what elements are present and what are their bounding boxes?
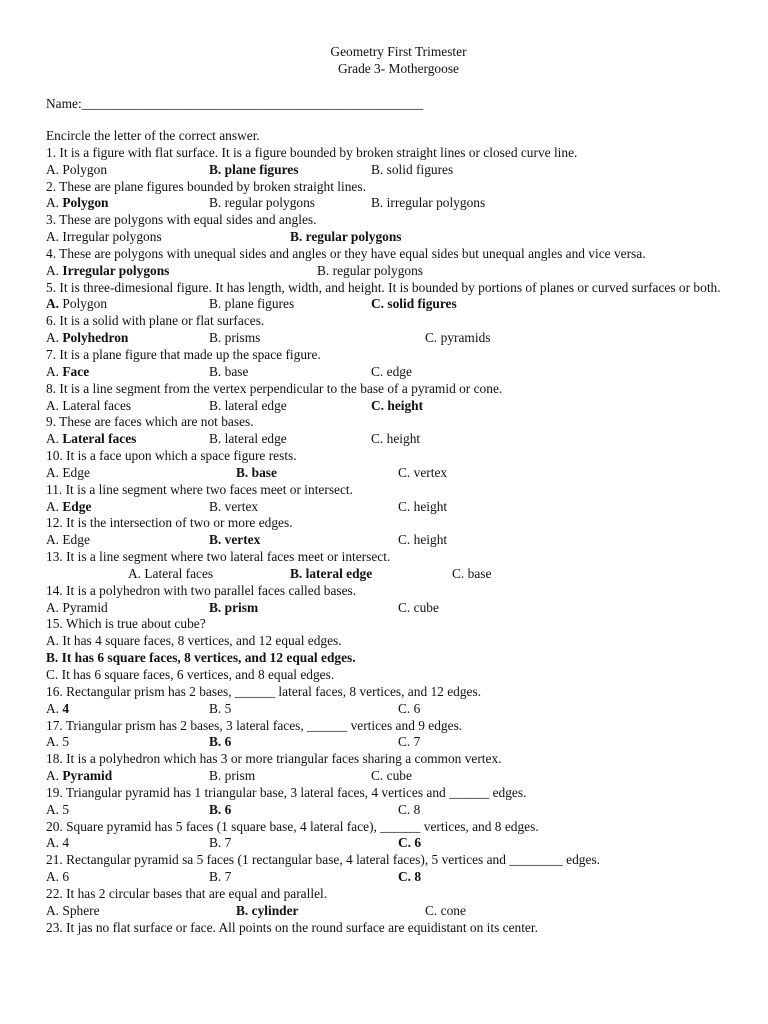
answer-option[interactable] xyxy=(371,768,412,785)
option-text: 8 xyxy=(413,801,421,817)
option-letter: B. xyxy=(209,599,225,615)
option-text: vertex xyxy=(413,464,448,480)
question-text: 5. It is three-dimesional figure. It has length, width, and height. It is bounded by portions of planes or curved surfaces or both. xyxy=(46,279,721,295)
answer-option[interactable] xyxy=(46,330,128,347)
option-letter: B. xyxy=(209,801,225,817)
answer-option[interactable] xyxy=(398,869,421,886)
option-letter: B. xyxy=(209,431,225,447)
option-text: regular polygons xyxy=(305,229,402,245)
option-text: Polyhedron xyxy=(62,330,129,346)
answer-options xyxy=(46,802,721,819)
answer-option[interactable] xyxy=(46,263,169,280)
answer-option[interactable] xyxy=(46,903,100,920)
option-letter: B. xyxy=(209,363,225,379)
option-text: 4 xyxy=(62,700,70,716)
option-letter: B. xyxy=(209,835,225,851)
question-text: 19. Triangular pyramid has 1 triangular base, 3 lateral faces, 4 vertices and ______ edges. xyxy=(46,784,527,800)
instructions: Encircle the letter of the correct answer. xyxy=(46,128,260,143)
answer-option[interactable] xyxy=(317,263,423,280)
option-text: height xyxy=(387,397,424,413)
option-text: base xyxy=(224,363,249,379)
option-letter: B. xyxy=(209,296,225,312)
question-text: 21. Rectangular pyramid sa 5 faces (1 rectangular base, 4 lateral faces), 5 vertices and ________ edges. xyxy=(46,852,600,868)
option-letter: B. xyxy=(236,464,252,480)
question-text: 14. It is a polyhedron with two parallel faces called bases. xyxy=(46,582,357,598)
option-letter: A. xyxy=(46,330,63,346)
option-letter: A. xyxy=(46,296,63,312)
option-text: solid figures xyxy=(387,296,457,312)
answer-option[interactable] xyxy=(371,162,453,179)
answer-option[interactable] xyxy=(398,465,447,482)
option-letter: C. xyxy=(398,734,414,750)
answer-option[interactable] xyxy=(290,229,402,246)
answer-option[interactable] xyxy=(46,869,69,886)
option-letter: A. xyxy=(46,195,63,211)
option-letter: C. xyxy=(425,330,441,346)
option-text: Face xyxy=(62,363,90,379)
answer-option[interactable] xyxy=(46,600,108,617)
option-text: Polygon xyxy=(62,296,108,312)
option-text: 6 xyxy=(62,869,70,885)
answer-options xyxy=(46,734,721,751)
answer-option[interactable] xyxy=(46,364,89,381)
answer-option[interactable] xyxy=(398,701,420,718)
answer-options xyxy=(46,195,721,212)
answer-option[interactable] xyxy=(209,162,298,179)
answer-option[interactable] xyxy=(236,465,277,482)
answer-option[interactable] xyxy=(46,802,69,819)
answer-option[interactable] xyxy=(236,903,299,920)
option-letter: C. xyxy=(452,565,468,581)
answer-options xyxy=(46,330,721,347)
answer-options xyxy=(46,701,721,718)
answer-option[interactable] xyxy=(209,195,315,212)
answer-option[interactable] xyxy=(209,802,231,819)
option-text: irregular polygons xyxy=(386,195,486,211)
question-text: 3. These are polygons with equal sides and angles. xyxy=(46,212,317,228)
option-letter: B. xyxy=(371,161,387,177)
option-letter: B. xyxy=(209,700,225,716)
question-text: 6. It is a solid with plane or flat surfaces. xyxy=(46,313,265,329)
option-letter: C. xyxy=(398,801,414,817)
option-text: vertex xyxy=(224,498,259,514)
option-text: Edge xyxy=(62,532,90,548)
answer-option[interactable] xyxy=(128,566,213,583)
option-letter: A. xyxy=(46,768,63,784)
answer-option[interactable] xyxy=(398,734,420,751)
option-letter: C. xyxy=(398,835,415,851)
option-text: Pyramid xyxy=(62,768,113,784)
option-letter: B. xyxy=(371,195,387,211)
option-letter: C. xyxy=(371,397,388,413)
answer-options xyxy=(46,296,721,313)
answer-options xyxy=(46,903,721,920)
worksheet-subtitle: Grade 3- Mothergoose xyxy=(338,61,459,76)
answer-option[interactable] xyxy=(398,532,447,549)
answer-options xyxy=(46,835,721,852)
option-text: Irregular polygons xyxy=(62,262,170,278)
option-text: regular polygons xyxy=(332,262,424,278)
option-text: Edge xyxy=(62,498,92,514)
question-text: 2. These are plane figures bounded by broken straight lines. xyxy=(46,178,366,194)
option-letter: A. xyxy=(46,801,63,817)
answer-option[interactable] xyxy=(46,701,69,718)
answer-option[interactable] xyxy=(398,499,447,516)
option-letter: A. xyxy=(46,498,63,514)
option-letter: C. xyxy=(398,599,414,615)
answer-option[interactable] xyxy=(46,162,107,179)
question-text: 8. It is a line segment from the vertex perpendicular to the base of a pyramid or cone. xyxy=(46,380,503,396)
question-text: 7. It is a plane figure that made up the space figure. xyxy=(46,346,321,362)
question-text: 13. It is a line segment where two lateral faces meet or intersect. xyxy=(46,549,391,565)
option-text: edge xyxy=(386,363,412,379)
option-text: lateral edge xyxy=(224,431,287,447)
option-letter: B. xyxy=(290,565,306,581)
option-text: 5 xyxy=(62,734,70,750)
option-letter: B. xyxy=(209,768,225,784)
option-letter: A. xyxy=(46,229,63,245)
option-letter: A. xyxy=(46,869,63,885)
option-letter: A. xyxy=(46,397,63,413)
answer-options xyxy=(46,364,721,381)
option-letter: B. xyxy=(209,532,225,548)
option-text: Lateral faces xyxy=(62,431,137,447)
answer-option[interactable] xyxy=(398,835,421,852)
answer-option[interactable] xyxy=(46,195,109,212)
answer-options xyxy=(46,263,721,280)
option-text: 4 xyxy=(62,835,70,851)
answer-option[interactable] xyxy=(46,768,112,785)
question-text: 4. These are polygons with unequal sides and angles or they have equal sides but unequal angles and vice versa. xyxy=(46,245,646,261)
worksheet xyxy=(46,43,721,937)
option-letter: C. xyxy=(398,700,414,716)
option-letter: B. xyxy=(290,229,306,245)
option-text: lateral edge xyxy=(224,397,287,413)
answer-options xyxy=(46,465,721,482)
answer-option[interactable]: C. It has 6 square faces, 6 vertices, and 8 equal edges. xyxy=(46,667,335,682)
answer-option[interactable] xyxy=(290,566,372,583)
option-text: Lateral faces xyxy=(62,397,132,413)
option-letter: B. xyxy=(209,195,225,211)
answer-option[interactable] xyxy=(209,600,258,617)
option-text: cube xyxy=(413,599,439,615)
option-letter: A. xyxy=(46,599,63,615)
answer-option[interactable] xyxy=(398,600,439,617)
answer-options xyxy=(46,600,721,617)
option-text: plane figures xyxy=(224,161,299,177)
option-text: regular polygons xyxy=(224,195,316,211)
answer-option[interactable] xyxy=(209,768,255,785)
option-text: base xyxy=(251,464,277,480)
answer-option[interactable] xyxy=(46,431,136,448)
answer-option[interactable] xyxy=(209,734,231,751)
option-text: 8 xyxy=(414,869,422,885)
name-field-label: Name:___________________________________________________ xyxy=(46,96,424,111)
answer-option[interactable] xyxy=(46,499,91,516)
option-letter: C. xyxy=(398,498,414,514)
option-text: 6 xyxy=(414,835,422,851)
answer-option[interactable] xyxy=(209,431,287,448)
answer-options xyxy=(46,566,721,583)
option-letter: A. xyxy=(128,565,145,581)
worksheet-title: Geometry First Trimester xyxy=(330,44,467,59)
answer-options xyxy=(46,229,721,246)
option-text: lateral edge xyxy=(305,565,373,581)
option-text: height xyxy=(413,532,448,548)
option-letter: B. xyxy=(209,397,225,413)
answer-options xyxy=(46,499,721,516)
answer-option[interactable] xyxy=(425,330,490,347)
option-letter: C. xyxy=(398,532,414,548)
answer-option[interactable] xyxy=(371,431,420,448)
answer-option[interactable] xyxy=(46,398,131,415)
option-text: cone xyxy=(440,902,466,918)
question-text: 18. It is a polyhedron which has 3 or more triangular faces sharing a common vertex. xyxy=(46,751,502,767)
answer-option[interactable] xyxy=(209,499,258,516)
option-letter: C. xyxy=(398,464,414,480)
answer-option[interactable] xyxy=(46,229,162,246)
answer-option[interactable] xyxy=(209,869,231,886)
answer-option[interactable] xyxy=(425,903,466,920)
question-text: 17. Triangular prism has 2 bases, 3 lateral faces, ______ vertices and 9 edges. xyxy=(46,717,463,733)
option-text: 5 xyxy=(224,700,232,716)
option-text: 6 xyxy=(413,700,421,716)
option-letter: B. xyxy=(209,869,225,885)
question-text: 23. It jas no flat surface or face. All points on the round surface are equidistant on its center. xyxy=(46,919,538,935)
answer-options xyxy=(46,431,721,448)
option-text: height xyxy=(386,431,421,447)
worksheet-header xyxy=(61,43,736,77)
answer-option[interactable] xyxy=(46,296,107,313)
answer-option[interactable] xyxy=(371,296,457,313)
answer-option[interactable] xyxy=(209,835,231,852)
question-text: 10. It is a face upon which a space figure rests. xyxy=(46,448,297,464)
option-text: 7 xyxy=(413,734,421,750)
option-text: Pyramid xyxy=(62,599,108,615)
option-text: Edge xyxy=(62,464,90,480)
option-text: pyramids xyxy=(440,330,491,346)
question-text: 12. It is the intersection of two or more edges. xyxy=(46,515,293,531)
answer-option[interactable]: A. It has 4 square faces, 8 vertices, and 12 equal edges. xyxy=(46,633,342,649)
option-letter: A. xyxy=(46,532,63,548)
option-text: cylinder xyxy=(251,902,299,918)
option-letter: B. xyxy=(209,498,225,514)
answer-option[interactable] xyxy=(371,364,412,381)
option-text: base xyxy=(467,565,492,581)
option-text: prism xyxy=(224,599,259,615)
answer-option[interactable] xyxy=(398,802,420,819)
answer-option[interactable] xyxy=(371,398,423,415)
option-letter: A. xyxy=(46,902,63,918)
option-text: 6 xyxy=(224,801,232,817)
option-text: Irregular polygons xyxy=(62,229,162,245)
question-list xyxy=(46,145,721,937)
answer-option[interactable] xyxy=(209,701,231,718)
option-letter: C. xyxy=(371,431,387,447)
answer-options xyxy=(46,768,721,785)
option-letter: C. xyxy=(398,869,415,885)
option-text: vertex xyxy=(224,532,261,548)
option-letter: B. xyxy=(209,330,225,346)
option-text: 6 xyxy=(224,734,232,750)
option-letter: A. xyxy=(46,734,63,750)
answer-options xyxy=(46,162,721,179)
question-text: 22. It has 2 circular bases that are equal and parallel. xyxy=(46,885,328,901)
answer-option[interactable] xyxy=(371,195,485,212)
question-text: 11. It is a line segment where two faces meet or intersect. xyxy=(46,481,354,497)
option-text: height xyxy=(413,498,448,514)
option-letter: B. xyxy=(209,734,225,750)
question-text: 1. It is a figure with flat surface. It is a figure bounded by broken straight lines or closed curve line. xyxy=(46,144,578,160)
answer-options xyxy=(46,398,721,415)
answer-option[interactable]: B. It has 6 square faces, 8 vertices, and 12 equal edges. xyxy=(46,650,356,666)
question-text: 15. Which is true about cube? xyxy=(46,616,206,632)
option-text: 5 xyxy=(62,801,70,817)
option-letter: C. xyxy=(425,902,441,918)
option-letter: B. xyxy=(209,161,225,177)
answer-option[interactable] xyxy=(46,734,69,751)
option-text: Sphere xyxy=(62,902,100,918)
option-letter: A. xyxy=(46,835,63,851)
answer-option[interactable] xyxy=(209,364,248,381)
option-letter: A. xyxy=(46,700,63,716)
answer-options xyxy=(46,869,721,886)
option-letter: A. xyxy=(46,431,63,447)
option-letter: C. xyxy=(371,768,387,784)
question-text: 16. Rectangular prism has 2 bases, ______ lateral faces, 8 vertices, and 12 edges. xyxy=(46,683,482,699)
question-text: 9. These are faces which are not bases. xyxy=(46,414,254,430)
option-text: Polygon xyxy=(62,161,108,177)
question-text: 20. Square pyramid has 5 faces (1 square base, 4 lateral face), ______ vertices, and 8 edges. xyxy=(46,818,539,834)
option-letter: C. xyxy=(371,296,388,312)
answer-option[interactable] xyxy=(209,398,287,415)
answer-option[interactable] xyxy=(209,532,260,549)
option-text: solid figures xyxy=(386,161,454,177)
option-letter: C. xyxy=(371,363,387,379)
answer-options xyxy=(46,532,721,549)
answer-option[interactable] xyxy=(209,330,260,347)
option-letter: A. xyxy=(46,464,63,480)
answer-option[interactable] xyxy=(452,566,491,583)
option-text: prisms xyxy=(224,330,261,346)
option-text: 7 xyxy=(224,835,232,851)
option-letter: A. xyxy=(46,161,63,177)
option-letter: B. xyxy=(317,262,333,278)
option-text: prism xyxy=(224,768,256,784)
answer-option[interactable] xyxy=(209,296,294,313)
answer-option[interactable] xyxy=(46,532,90,549)
option-text: Lateral faces xyxy=(144,565,214,581)
option-text: 7 xyxy=(224,869,232,885)
option-letter: A. xyxy=(46,363,63,379)
answer-option[interactable] xyxy=(46,465,90,482)
option-letter: A. xyxy=(46,262,63,278)
option-letter: B. xyxy=(236,902,252,918)
option-text: Polygon xyxy=(62,195,109,211)
answer-option[interactable] xyxy=(46,835,69,852)
option-text: plane figures xyxy=(224,296,295,312)
option-text: cube xyxy=(386,768,412,784)
